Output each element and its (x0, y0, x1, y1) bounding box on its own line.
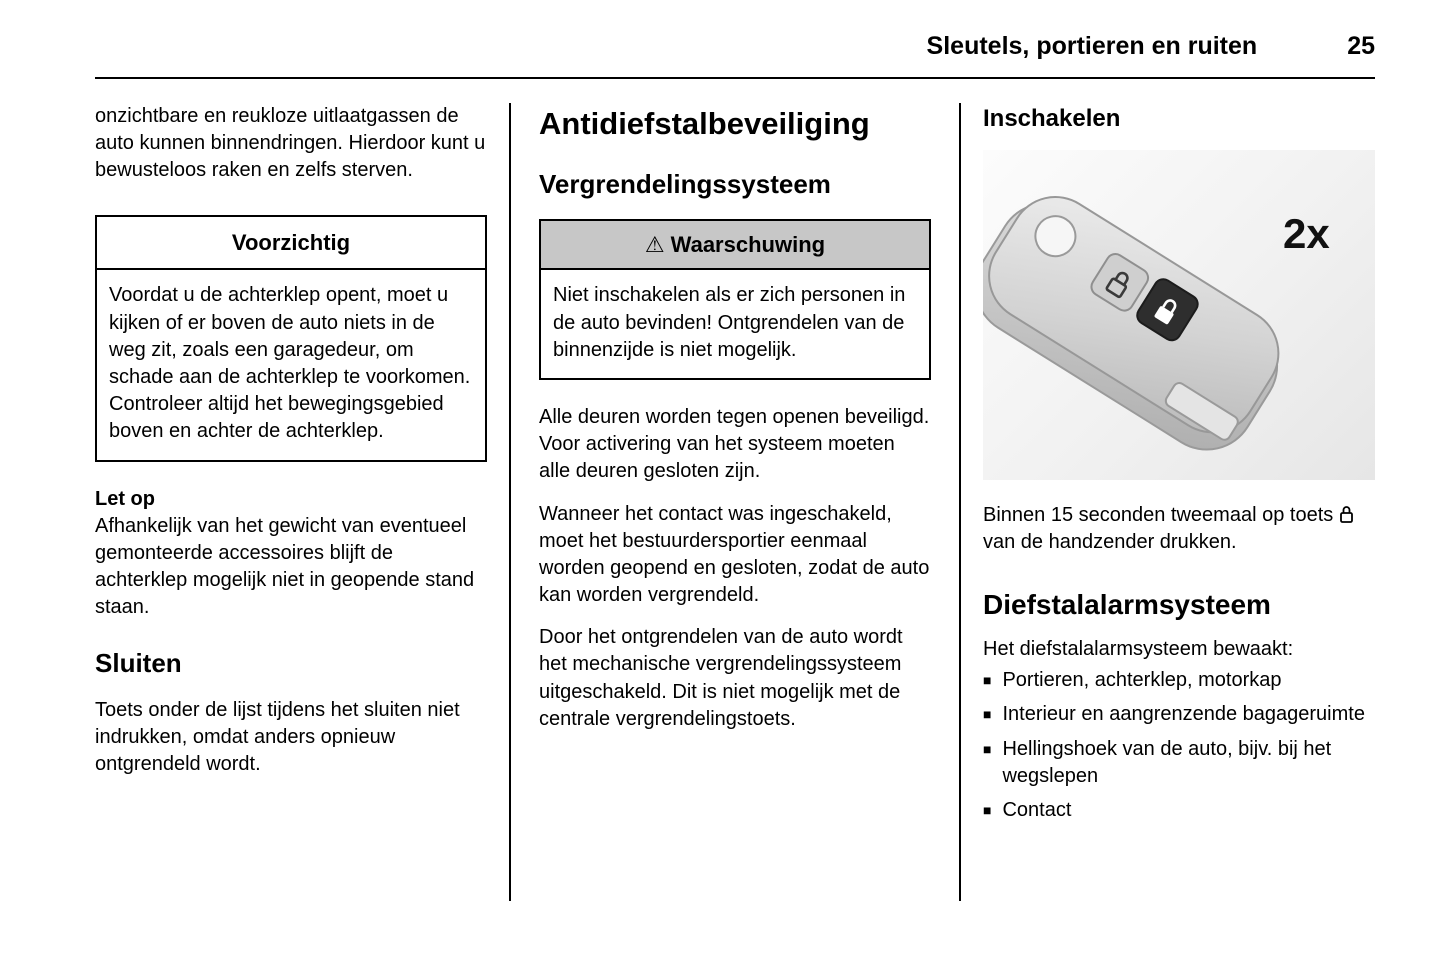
list-item (983, 797, 1375, 824)
list-item-label: Portieren, achterklep, motorkap (1002, 669, 1282, 692)
text-after-lock: van de handzender drukken. (983, 530, 1237, 553)
paragraph-ontgrendelen: Door het ontgrendelen van de auto wordt het mechanische vergrendelingssysteem uitgeschakeld. Dit is niet mogelijk met de centrale vergrendelingstoets. (539, 626, 903, 730)
warning-box-header (541, 221, 929, 271)
lock-icon (1339, 505, 1354, 524)
section-heading-antidiefstal: Antidiefstalbeveiliging (539, 106, 870, 141)
caution-box (95, 215, 487, 462)
column-right (983, 103, 1375, 901)
list-item-label: Hellingshoek van de auto, bijv. bij het wegslepen (1002, 737, 1332, 787)
page-content (95, 103, 1375, 901)
subsection-heading-vergrendeling: Vergrendelingssysteem (539, 169, 831, 200)
column-middle (509, 103, 961, 901)
note-title: Let op (95, 487, 155, 510)
note-body: Afhankelijk van het gewicht van eventueel gemonteerde accessoires blijft de achterklep mogelijk niet in geopende stand staan. (95, 514, 475, 619)
bullet-square-icon: ■ (983, 672, 992, 689)
list-item-label: Contact (1002, 799, 1072, 822)
warning-box-title: Waarschuwing (670, 231, 826, 257)
paragraph-binnen-15-seconden (983, 502, 1375, 556)
sluiten-body: Toets onder de lijst tijdens het sluiten niet indrukken, omdat anders opnieuw ontgrendeld wordt. (95, 698, 460, 776)
key-fob-body (983, 176, 1301, 467)
bullet-square-icon: ■ (983, 802, 992, 819)
press-count-label: 2x (1283, 209, 1330, 257)
list-item-label: Interieur en aangrenzende bagageruimte (1002, 703, 1365, 726)
paragraph-doors-secured: Alle deuren worden tegen openen beveiligd. Voor activering van het systeem moeten alle deuren gesloten zijn. (539, 405, 930, 483)
chapter-title: Sleutels, portieren en ruiten (926, 32, 1258, 60)
key-fob-figure (983, 150, 1375, 480)
section-heading-inschakelen: Inschakelen (983, 105, 1121, 132)
header-rule (95, 77, 1375, 79)
alarm-monitored-list (983, 667, 1375, 824)
paragraph-alarm-intro: Het diefstalalarmsysteem bewaakt: (983, 638, 1294, 661)
key-fob-illustration (983, 150, 1375, 480)
section-sluiten (95, 646, 487, 779)
warning-box (539, 219, 931, 380)
list-item (983, 736, 1375, 790)
warning-box-body: Niet inschakelen als er zich personen in de auto bevinden! Ontgrendelen van de binnenzijde is niet mogelijk. (553, 284, 906, 361)
warning-triangle-icon: ⚠ (644, 231, 665, 257)
caution-box-body: Voordat u de achterklep opent, moet u kijken of er boven de auto niets in de weg zit, zoals een garagedeur, om schade aan de achterklep te voorkomen. Controleer altijd het bewegingsgebied boven en achter de achterklep. (109, 284, 471, 443)
list-item (983, 667, 1375, 694)
caution-box-title: Voorzichtig (97, 217, 485, 271)
sluiten-heading: Sluiten (95, 647, 182, 678)
paragraph-contact-ingeschakeld: Wanneer het contact was ingeschakeld, moet het bestuurdersportier eenmaal worden geopend en gesloten, zodat de auto kan worden vergrendeld. (539, 502, 930, 607)
section-heading-diefstalalarm: Diefstalalarmsysteem (983, 589, 1271, 620)
bullet-square-icon: ■ (983, 706, 992, 723)
page-number: 25 (1347, 32, 1375, 60)
list-item (983, 701, 1375, 728)
column-left (95, 103, 487, 901)
bullet-square-icon: ■ (983, 740, 992, 757)
page-header (95, 26, 1375, 61)
paragraph-exhaust-warning: onzichtbare en reukloze uitlaatgassen de auto kunnen binnendringen. Hierdoor kunt u bewusteloos raken en zelfs sterven. (95, 105, 486, 182)
text-before-lock: Binnen 15 seconden tweemaal op toets (983, 503, 1339, 526)
